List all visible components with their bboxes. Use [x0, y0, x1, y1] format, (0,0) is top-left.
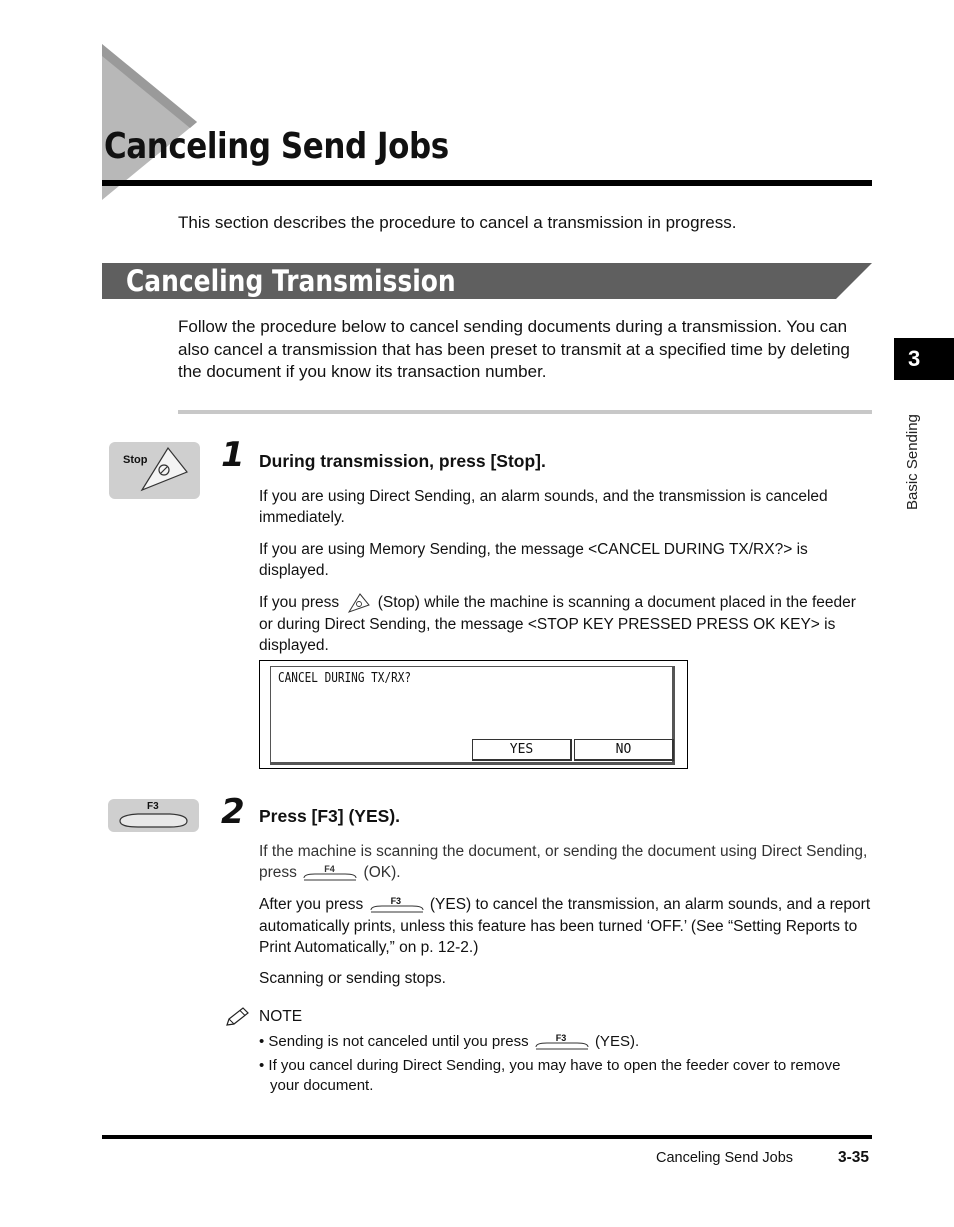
- function-key-icon: [120, 814, 187, 827]
- step-2-paragraph-2-after: (YES) to cancel the transmission, an alarm sounds, and a report automatically prints, unless this feature has been turned ‘OFF.’ (See “Setting Reports to Print Automatically,” on p. 12-2.): [259, 896, 871, 956]
- footer-rule: [102, 1135, 872, 1139]
- chapter-tab: 3: [894, 338, 954, 380]
- f4-key-icon: [301, 862, 359, 884]
- step-2-heading: Press [F3] (YES).: [259, 806, 401, 826]
- step-1-paragraph-3: [259, 592, 871, 656]
- f3-key-icon: [368, 894, 426, 916]
- step-2-paragraph-2-before: After you press: [259, 896, 364, 914]
- footer-page-number: 3-35: [838, 1149, 870, 1166]
- f3-key-icon-label: F3: [390, 896, 402, 906]
- f4-key-icon-label: F4: [324, 864, 335, 874]
- page-title: Canceling Send Jobs: [104, 126, 449, 167]
- pencil-icon: [224, 1006, 250, 1028]
- step-1-paragraph-2: If you are using Memory Sending, the message <CANCEL DURING TX/RX?> is displayed.: [259, 541, 808, 579]
- lcd-no-button[interactable]: NO: [574, 739, 674, 761]
- step-1-heading: During transmission, press [Stop].: [259, 451, 546, 471]
- lcd-message: CANCEL DURING TX/RX?: [278, 671, 412, 686]
- section-body: Follow the procedure below to cancel sending documents during a transmission. You can also cancel a transmission that has been preset to transmit at a specified time by deleting the document if you know its transaction number.: [178, 317, 850, 381]
- lcd-display: [259, 660, 688, 769]
- lcd-yes-button[interactable]: YES: [472, 739, 572, 761]
- f3-key-icon: [533, 1031, 591, 1053]
- stop-key-label: Stop: [123, 454, 148, 466]
- step-2-paragraph-1-before: If the machine is scanning the document, or sending the document using Direct Sending, press: [259, 843, 868, 882]
- step-1-paragraph-3-before: If you press: [259, 594, 340, 612]
- note-item-1-after: (YES).: [594, 1032, 640, 1050]
- f3-key-label: F3: [147, 801, 159, 812]
- step-2-paragraph-1-after: (OK).: [363, 864, 401, 882]
- step-1-number: 1: [221, 435, 245, 475]
- note-item-2: • If you cancel during Direct Sending, you may have to open the feeder cover to remove your document.: [259, 1057, 841, 1094]
- note-f3-key-icon-label: F3: [555, 1033, 567, 1043]
- step-1-paragraph-1: If you are using Direct Sending, an alarm sounds, and the transmission is canceled immediately.: [259, 488, 828, 526]
- step-2-paragraph-3: Scanning or sending stops.: [259, 970, 446, 987]
- note-label: NOTE: [259, 1008, 303, 1025]
- step-2-number: 2: [221, 792, 245, 832]
- intro-text: This section describes the procedure to cancel a transmission in progress.: [178, 213, 737, 232]
- section-divider: [178, 410, 872, 414]
- section-title: Canceling Transmission: [126, 264, 456, 298]
- chapter-side-label: Basic Sending: [904, 414, 921, 510]
- footer-title: Canceling Send Jobs: [656, 1150, 794, 1166]
- f3-key-illustration: [108, 799, 199, 832]
- step-2-paragraph-1: [259, 841, 871, 884]
- stop-key-illustration: [109, 442, 200, 499]
- note-item-1-before: • Sending is not canceled until you press: [259, 1032, 529, 1050]
- title-rule: [102, 180, 872, 186]
- step-1-paragraph-3-after: (Stop) while the machine is scanning a document placed in the feeder or during Direct Sending, the message <STOP KEY PRESSED PRESS OK KEY> is displayed.: [259, 594, 856, 654]
- stop-icon: [343, 592, 373, 614]
- note-item-1: [259, 1031, 859, 1053]
- step-2-paragraph-2: [259, 894, 871, 958]
